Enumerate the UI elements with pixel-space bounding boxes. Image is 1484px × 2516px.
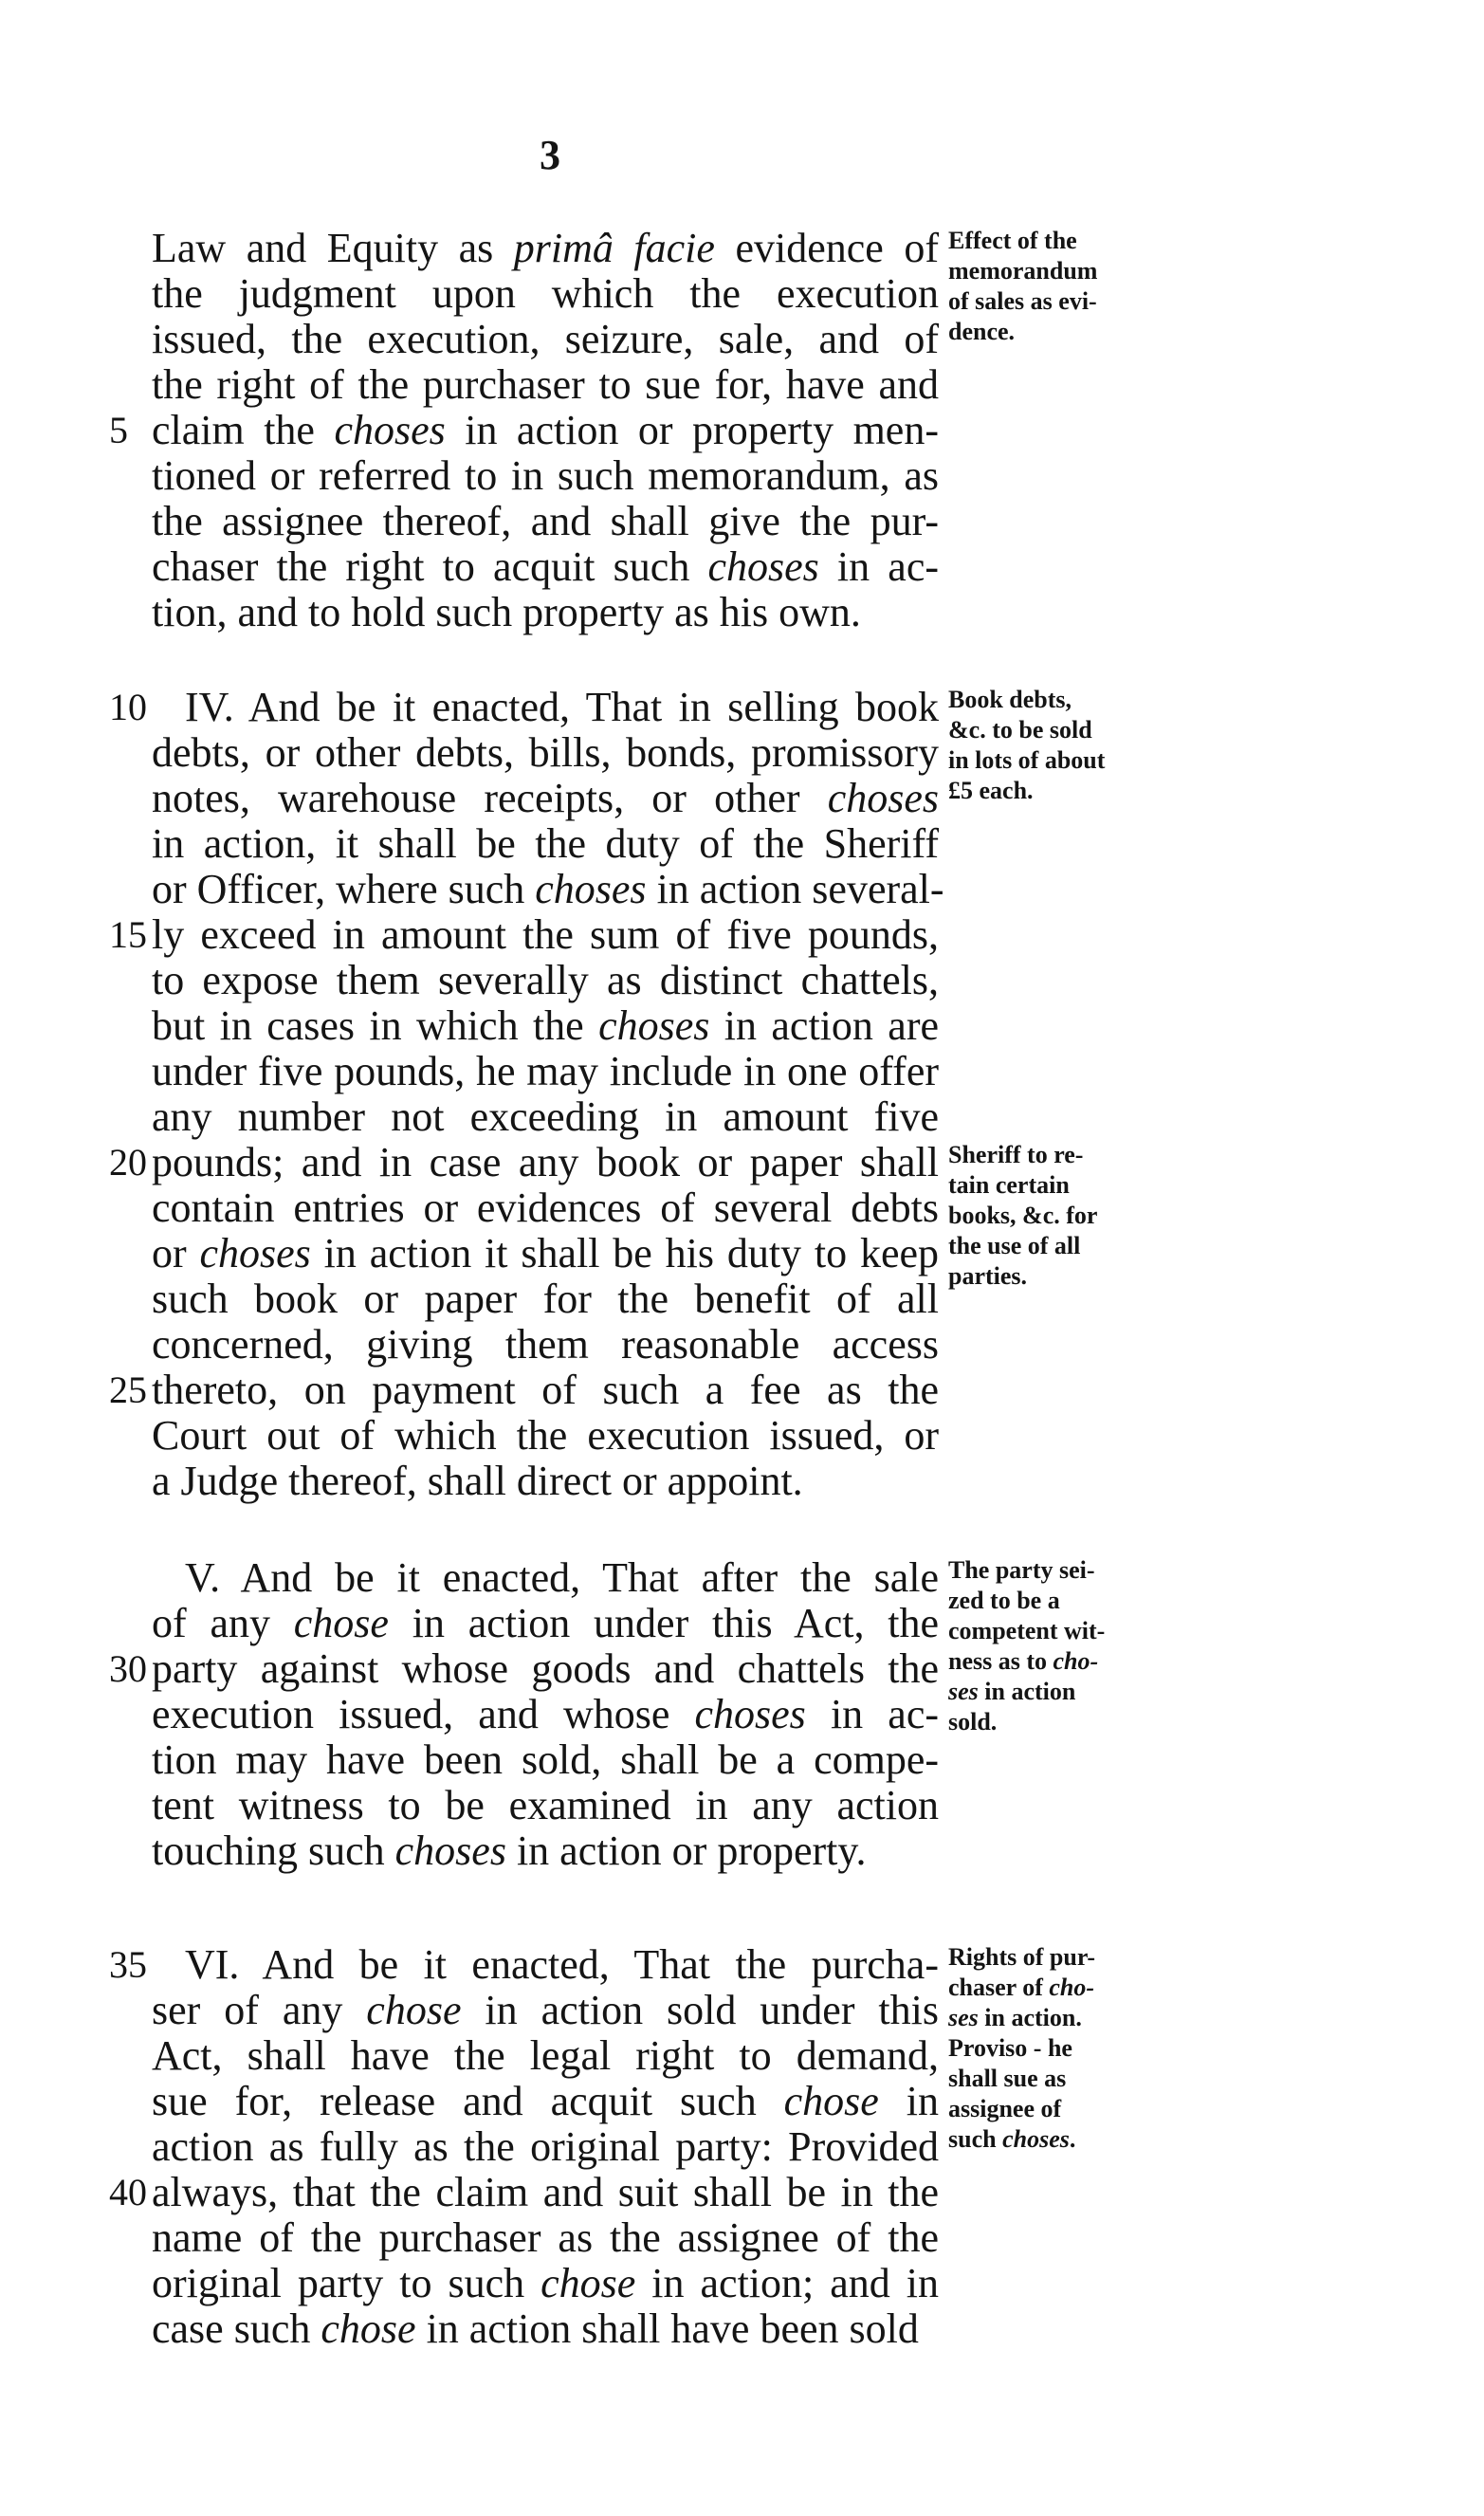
marginal-note: assignee of: [948, 2095, 1062, 2122]
text-line: the assignee thereof, and shall give the pur-: [152, 498, 939, 544]
marginal-note: shall sue as: [948, 2065, 1067, 2092]
marginal-note: The party sei-: [948, 1556, 1095, 1584]
text-line: issued, the execution, seizure, sale, and of: [152, 316, 939, 362]
marginal-note: memorandum: [948, 257, 1098, 285]
marginal-note: sold.: [948, 1708, 998, 1735]
marginal-note: such choses.: [948, 2125, 1076, 2153]
line-number: 15: [109, 913, 147, 956]
marginal-note: Rights of pur-: [948, 1943, 1096, 1971]
text-line: tent witness to be examined in any action: [152, 1782, 939, 1828]
marginal-note: parties.: [948, 1262, 1028, 1290]
text-line: thereto, on payment of such a fee as the: [152, 1367, 939, 1413]
text-line: notes, warehouse receipts, or other choses: [152, 775, 939, 821]
marginal-note: tain certain: [948, 1171, 1070, 1199]
marginal-note: ses in action: [948, 1678, 1076, 1705]
text-line: VI. And be it enacted, That the purcha-: [185, 1941, 939, 1988]
text-line: tion may have been sold, shall be a compe-: [152, 1736, 939, 1783]
marginal-note: the use of all: [948, 1232, 1081, 1259]
text-line: of any chose in action under this Act, the: [152, 1600, 940, 1646]
line-number: 35: [109, 1943, 147, 1986]
text-line: IV. And be it enacted, That in selling book: [185, 684, 939, 730]
marginal-note: Sheriff to re-: [948, 1141, 1084, 1168]
marginal-note: books, &c. for: [948, 1202, 1098, 1229]
text-line: tion, and to hold such property as his own.: [152, 589, 861, 635]
text-line: party against whose goods and chattels the: [152, 1645, 939, 1692]
text-line: concerned, giving them reasonable access: [152, 1321, 939, 1368]
marginal-note: Book debts,: [948, 686, 1072, 713]
text-line: name of the purchaser as the assignee of the: [152, 2214, 939, 2261]
text-line: such book or paper for the benefit of all: [152, 1276, 939, 1322]
text-line: Act, shall have the legal right to demand,: [152, 2032, 939, 2079]
marginal-note: competent wit-: [948, 1617, 1106, 1644]
text-line: Court out of which the execution issued, or: [152, 1412, 939, 1459]
line-number: 20: [109, 1141, 147, 1184]
line-number: 30: [109, 1647, 147, 1690]
line-number: 5: [109, 409, 128, 451]
text-line: a Judge thereof, shall direct or appoint.: [152, 1458, 803, 1504]
marginal-note: ness as to cho-: [948, 1647, 1099, 1675]
marginal-note: Effect of the: [948, 227, 1077, 254]
text-line: under five pounds, he may include in one offer: [152, 1048, 939, 1094]
text-line: claim the choses in action or property men-: [152, 407, 939, 453]
text-line: contain entries or evidences of several debts: [152, 1185, 939, 1231]
text-line: the judgment upon which the execution: [152, 270, 939, 317]
text-line: to expose them severally as distinct chattels,: [152, 957, 939, 1003]
marginal-note: dence.: [948, 318, 1016, 345]
text-line: sue for, release and acquit such chose in: [152, 2078, 939, 2124]
text-line: chaser the right to acquit such choses in ac-: [152, 543, 940, 590]
text-line: or Officer, where such choses in action several-: [152, 866, 944, 912]
text-line: action as fully as the original party: Provided: [152, 2123, 939, 2170]
text-line: tioned or referred to in such memorandum, as: [152, 452, 939, 499]
marginal-note: ses in action.: [948, 2004, 1082, 2031]
marginal-note: Proviso - he: [948, 2034, 1072, 2062]
text-line: any number not exceeding in amount five: [152, 1093, 939, 1140]
marginal-note: in lots of about: [948, 746, 1106, 774]
text-line: Law and Equity as primâ facie evidence of: [152, 225, 939, 271]
marginal-note: chaser of cho-: [948, 1974, 1095, 2001]
text-line: ser of any chose in action sold under this: [152, 1987, 939, 2033]
text-line: ly exceed in amount the sum of five pounds,: [152, 911, 939, 958]
text-line: in action, it shall be the duty of the Sheriff: [152, 820, 939, 867]
text-line: case such chose in action shall have been sold: [152, 2305, 919, 2352]
text-line: but in cases in which the choses in action are: [152, 1002, 939, 1049]
page-number: 3: [540, 132, 560, 178]
line-number: 40: [109, 2171, 147, 2213]
text-line: execution issued, and whose choses in ac-: [152, 1691, 939, 1737]
text-line: V. And be it enacted, That after the sale: [185, 1554, 939, 1601]
text-line: or choses in action it shall be his duty to keep: [152, 1230, 940, 1276]
marginal-note: &c. to be sold: [948, 716, 1092, 744]
line-number: 25: [109, 1368, 147, 1411]
marginal-note: zed to be a: [948, 1587, 1060, 1614]
text-line: original party to such chose in action; and in: [152, 2260, 939, 2306]
marginal-note: £5 each.: [948, 777, 1034, 804]
text-line: touching such choses in action or property.: [152, 1827, 867, 1874]
text-line: the right of the purchaser to sue for, have and: [152, 361, 939, 408]
text-line: pounds; and in case any book or paper shall: [152, 1139, 939, 1185]
text-line: always, that the claim and suit shall be in the: [152, 2169, 939, 2215]
text-line: debts, or other debts, bills, bonds, promissory: [152, 729, 939, 776]
line-number: 10: [109, 686, 147, 728]
marginal-note: of sales as evi-: [948, 287, 1097, 315]
